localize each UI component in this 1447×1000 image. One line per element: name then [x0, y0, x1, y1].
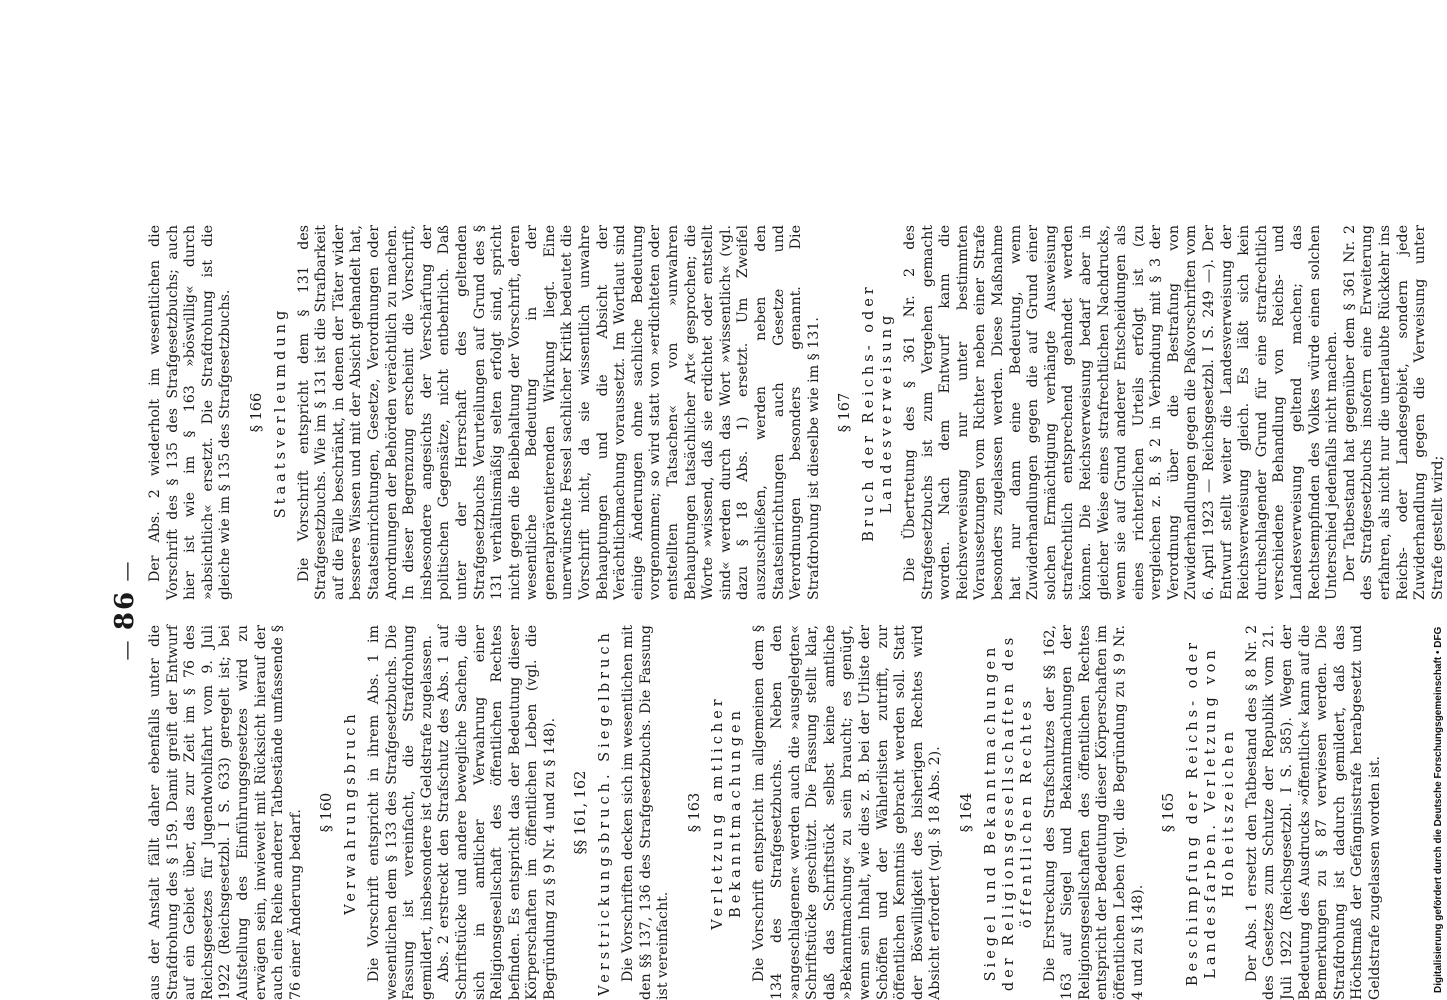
section-number: § 164: [958, 792, 975, 833]
body-paragraph: Die Vorschriften decken sich im wesentlichen mit den §§ 137, 136 des Strafgesetzbuchs. Die Fassung ist vereinfacht.: [620, 625, 672, 1000]
section-number: §§ 161, 162: [573, 770, 590, 855]
section-title: Bruch der Reichs- oder Landesverweisung: [860, 283, 895, 542]
body-paragraph: Die Übertretung des § 361 Nr. 2 des Strafgesetzbuchs ist zum Vergehen gemacht worden. Nach dem Entwurf kann die Reichsverweisung nur unter bestimmten Voraussetzungen vom Richter neben einer Strafe besonders zugelassen werden. Diese Maßnahme hat nur dann eine Bedeutung, wenn Zuwiderhandlungen gegen die auf Grund einer solchen Ermächtigung verhängte Ausweisung strafrechtlich entsprechend geahndet werden können. Die Reichsverweisung bedarf aber in gleicher Weise eines strafrechtlichen Nachdrucks, wenn sie auf Grund anderer Entscheidungen als eines richterlichen Urteils erfolgt ist (zu vergleichen z. B. § 2 in Verbindung mit § 3 der Verordnung über die Bestrafung von Zuwiderhandlungen gegen die Paßvorschriften vom 6. April 1923 — Reichsgesetzbl. I S. 249 —). Der Entwurf stellt weiter die Landesverweisung der Reichsverweisung gleich. Es läßt sich kein durchschlagender Grund für eine strafrechtlich verschiedene Behandlung von Reichs- und Landesverweisung geltend machen; das Rechtsempfinden des Volkes würde einen solchen Unterschied jedenfalls nicht machen.: [901, 225, 1341, 600]
section-title: Verstrickungsbruch. Siegelbruch: [597, 629, 614, 996]
section-number: § 165: [1161, 792, 1178, 833]
section-number: § 160: [319, 792, 336, 833]
body-paragraph: Abs. 2 erstreckt den Strafschutz des Abs. 1 auf Schriftstücke und andere bewegliche Sachen, die sich in amtlicher Verwahrung einer Religionsgesellschaft des öffentlichen Rechtes befinden. Es entspricht das der Bedeutung dieser Körperschaften im öffentlichen Leben (vgl. die Begründung zu § 9 Nr. 4 und zu § 148).: [436, 625, 558, 1000]
section-title: Verwahrungsbruch: [342, 710, 359, 915]
body-paragraph: Der Tatbestand hat gegenüber dem § 361 Nr. 2 des Strafgesetzbuchs insofern eine Erweiterung erfahren, als nicht nur die unerlaubte Rückkehr ins Reichs- oder Landesgebiet, sondern jede Zuwiderhandlung gegen die Verweisung unter Strafe gestellt wird;: [1341, 225, 1446, 600]
body-paragraph: Der Abs. 2 wiederholt im wesentlichen die Vorschrift des § 135 des Strafgesetzbuchs; auch hier ist wie im § 163 »böswillig« durch »absichtlich« ersetzt. Die Strafdrohung ist die gleiche wie im § 135 des Strafgesetzbuchs.: [147, 225, 234, 600]
body-paragraph: Die Vorschrift entspricht dem § 131 des Strafgesetzbuchs. Wie im § 131 ist die Strafbarkeit auf die Fälle beschränkt, in denen der Täter wider besseres Wissen und mit der Absicht gehandelt hat, Staatseinrichtungen, Gesetze, Verordnungen oder Anordnungen der Behörden verächtlich zu machen. In dieser Begrenzung erscheint die Vorschrift, insbesondere angesichts der Verschärfung der politischen Gegensätze, nicht entbehrlich. Daß unter der Herrschaft des geltenden Strafgesetzbuchs Verurteilungen auf Grund des § 131 verhältnismäßig selten erfolgt sind, spricht nicht gegen die Beibehaltung der Vorschrift, deren wesentliche Bedeutung in der generalpräventierenden Wirkung liegt. Eine unerwünschte Fessel sachlicher Kritik bedeutet die Vorschrift nicht, da sie wissentlich unwahre Behauptungen und die Absicht der Verächtlichmachung voraussetzt. Im Wortlaut sind einige Änderungen ohne sachliche Bedeutung vorgenommen; so wird statt von »erdichteten oder entstellten Tatsachen« von »unwahren Behauptungen tatsächlicher Art« gesprochen; die Worte »wissend, daß sie erdichtet oder entstellt sind« werden durch das Wort »wissentlich« (vgl. dazu § 18 Abs. 1) ersetzt. Um Zweifel auszuschließen, werden neben den Staatseinrichtungen auch Gesetze und Verordnungen besonders genannt. Die Strafdrohung ist dieselbe wie im § 131.: [295, 225, 822, 600]
left-column: [147, 625, 1383, 1000]
body-paragraph: Die Vorschrift entspricht im allgemeinen dem § 134 des Strafgesetzbuchs. Neben den »angeschlagenen« werden auch die »ausgelegten« Schriftstücke geschützt. Die Fassung stellt klar, daß das Schriftstück selbst keine amtliche »Bekanntmachung« zu sein braucht; es genügt, wenn sein Inhalt, wie dies z. B. bei der Urliste der Schöffen und der Wählerlisten zutrifft, zur öffentlichen Kenntnis gebracht werden soll. Statt der Böswilligkeit des bisherigen Rechtes wird Absicht erfordert (vgl. § 18 Abs. 2).: [751, 625, 944, 1000]
section-number: § 167: [837, 392, 854, 433]
section-number: § 163: [686, 792, 703, 833]
section-title: Siegel und Bekanntmachungen der Religionsgesellschaften des öffentlichen Rechtes: [982, 633, 1035, 992]
section-number: § 166: [248, 392, 265, 433]
body-paragraph: Die Erstreckung des Strafschutzes der §§ 162, 163 auf Siegel und Bekanntmachungen der Religionsgesellschaften des öffentlichen Rechtes entspricht der Bedeutung dieser Körperschaften im öffentlichen Leben (vgl. die Begründung zu § 9 Nr. 4 und zu § 148).: [1041, 625, 1146, 1000]
page-header: — 86 —: [110, 559, 140, 661]
section-title: Verletzung amtlicher Bekanntmachungen: [710, 695, 745, 930]
body-paragraph: Der Abs. 1 ersetzt den Tatbestand des § 8 Nr. 2 des Gesetzes zum Schutze der Republik vom 21. Juli 1922 (Reichsgesetzbl. I S. 585). Wegen der Bedeutung des Ausdrucks »öffentlich« kann auf die Bemerkungen zu § 87 verwiesen werden. Die Strafdrohung ist dadurch gemildert, daß das Höchstmaß der Gefängnisstrafe herabgesetzt und Geldstrafe zugelassen worden ist.: [1243, 625, 1383, 1000]
funding-credit: Digitalisierung gefördert durch die Deutsche Forschungsgemeinschaft • DFG: [1433, 626, 1444, 993]
digitization-note-text: [1432, 8, 1446, 993]
page-number: 86: [110, 589, 140, 631]
section-title: Beschimpfung der Reichs- oder Landesfarben. Verletzung von Hoheitszeichen: [1184, 638, 1237, 987]
right-column: [147, 225, 1446, 600]
body-paragraph: Die Vorschrift entspricht in ihrem Abs. 1 im wesentlichen dem § 133 des Strafgesetzbuchs. Die Fassung ist vereinfacht, die Strafdrohung gemildert, insbesondere ist Geldstrafe zugelassen.: [365, 625, 435, 1000]
section-title: Staatsverleumdung: [272, 306, 289, 519]
digitization-note: [1418, 8, 1444, 998]
body-paragraph: aus der Anstalt fällt daher ebenfalls unter die Strafdrohung des § 159. Damit greift der Entwurf auf ein Gebiet über, das zur Zeit im § 76 des Reichsgesetzes für Jugendwohlfahrt vom 9. Juli 1922 (Reichsgesetzbl. I S. 633) geregelt ist; bei Aufstellung des Einführungsgesetzes wird zu erwägen sein, inwieweit mit Rücksicht hierauf der auch eine Reihe anderer Tatbestände umfassende § 76 einer Änderung bedarf.: [147, 625, 304, 1000]
